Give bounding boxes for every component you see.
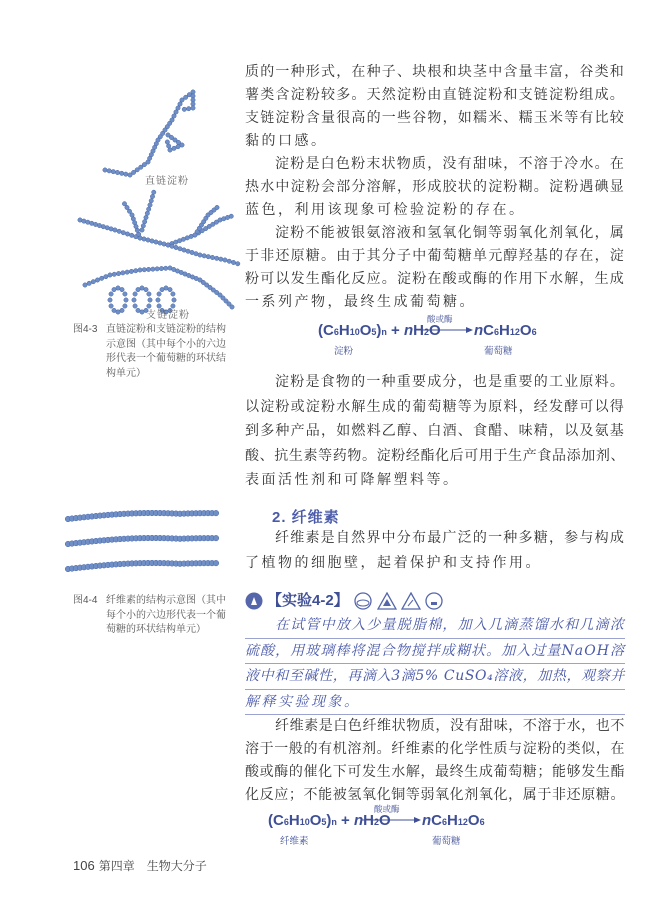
glucose-unit: [91, 279, 95, 283]
glucose-unit: [160, 287, 164, 291]
glucose-unit: [198, 253, 202, 257]
caption-line: 形代表一个葡萄糖的环状结: [106, 353, 226, 364]
chapter-title: 第四章 生物大分子: [98, 859, 207, 873]
glucose-unit: [103, 168, 107, 172]
glucose-unit: [95, 278, 99, 282]
text-line: 一系列产物，最终生成葡萄糖。: [245, 294, 476, 310]
glucose-unit: [151, 267, 155, 271]
text-line: 了植物的细胞壁，起着保护和支持作用。: [245, 554, 542, 571]
glucose-unit: [108, 273, 112, 277]
starch-text: [245, 61, 625, 314]
glucose-unit: [142, 237, 146, 241]
glucose-unit: [186, 249, 190, 253]
glucose-unit: [214, 256, 218, 260]
glucose-unit: [120, 308, 124, 312]
glucose-unit: [124, 172, 128, 176]
caution-icon: [377, 592, 397, 610]
glucose-unit: [171, 292, 175, 296]
text-line: 在试管中放入少量脱脂棉，加入几滴蒸馏水和几滴浓: [245, 613, 625, 639]
glucose-unit: [229, 214, 233, 218]
glucose-unit: [136, 287, 140, 291]
experiment-box: [245, 589, 625, 715]
glucose-unit: [152, 190, 156, 194]
glucose-unit: [116, 271, 120, 275]
glucose-unit: [148, 203, 152, 207]
page-number: 106: [73, 858, 95, 873]
text-line: 表面活性剂和可降解塑料等。: [245, 472, 460, 488]
text-line: 酸或酶的催化下可发生水解，最终生成葡萄糖；能够发生酯: [245, 764, 626, 780]
glucose-unit: [227, 259, 231, 263]
glucose-unit: [213, 535, 219, 541]
amylose-amylopectin-diagram: [60, 80, 250, 320]
glucose-unit: [155, 267, 159, 271]
corrosive-icon: [401, 592, 421, 610]
glucose-unit: [219, 257, 223, 261]
text-line: 淀粉是食物的一种重要成分，也是重要的工业原料。: [275, 374, 626, 390]
glucose-unit: [144, 287, 148, 291]
reaction-condition: 酸或酶: [427, 315, 453, 325]
glucose-unit: [174, 110, 178, 114]
glucose-unit: [210, 255, 214, 259]
glucose-unit: [178, 102, 182, 106]
reaction-condition: 酸或酶: [374, 805, 400, 815]
text-line: 质的一种形式，在种子、块根和块茎中含量丰富，谷类和: [245, 64, 625, 80]
glucose-unit: [236, 262, 240, 266]
glucose-unit: [176, 106, 180, 110]
glucose-unit: [108, 298, 112, 302]
glucose-unit: [157, 292, 161, 296]
figure-number: 图4-4: [73, 595, 98, 606]
caption-line: 萄糖的环状结构单元）: [106, 624, 206, 635]
starch-label: 淀粉: [334, 346, 354, 357]
caption-line: 每个小的六边形代表一个葡: [106, 609, 226, 621]
cellulose-properties-text: [245, 715, 625, 807]
glucose-unit: [172, 298, 176, 302]
glucose-unit: [145, 211, 149, 215]
glucose-unit: [191, 102, 195, 106]
glucose-unit: [112, 272, 116, 276]
glucose-unit: [140, 286, 144, 290]
glucose-unit: [83, 283, 87, 287]
glucose-unit: [213, 560, 219, 566]
glucose-unit: [123, 304, 127, 308]
glucose-unit: [111, 169, 115, 173]
glucose-unit: [133, 292, 137, 296]
glucose-unit: [178, 247, 182, 251]
glucose-unit: [186, 106, 190, 110]
glucose-unit: [129, 233, 133, 237]
glucose-unit: [147, 292, 151, 296]
text-line: 纤维素是白色纤维状物质，没有甜味，不溶于水，也不: [275, 718, 625, 734]
figure-number: 图4-3: [73, 324, 98, 335]
glucose-unit: [112, 308, 116, 312]
starch-uses-text: [245, 370, 625, 493]
glucose-unit: [215, 205, 219, 209]
glucose-unit: [166, 243, 170, 247]
text-line: 支链淀粉含量很高的一些谷物，如糯米、糯玉米等有比较: [245, 110, 625, 126]
glucose-unit: [125, 232, 129, 236]
glucose-unit: [112, 287, 116, 291]
text-line: 淀粉不能被银氨溶液和氢氧化铜等弱氧化剂氧化，属: [275, 225, 626, 241]
glucose-unit: [123, 292, 127, 296]
cellulose-intro-text: [245, 526, 625, 575]
text-line: 薯类含淀粉较多。天然淀粉由直链淀粉和支链淀粉组成。: [245, 87, 625, 103]
glucose-unit: [146, 238, 150, 242]
glucose-unit: [119, 171, 123, 175]
glucose-unit: [159, 266, 163, 270]
glucose-unit: [165, 140, 169, 144]
glucose-unit: [140, 310, 144, 314]
glucose-unit: [230, 305, 234, 309]
text-line: 溶于一般的有机溶剂。纤维素的化学性质与淀粉的类似，在: [245, 741, 626, 757]
glucose-unit: [172, 114, 176, 118]
text-line: 硫酸，用玻璃棒将混合物搅拌成糊状。加入过量NaOH溶: [245, 639, 625, 665]
text-line: 蓝色，利用该现象可检验淀粉的存在。: [245, 202, 526, 218]
safety-icon: [245, 592, 263, 610]
text-line: 粉可以发生酯化反应。淀粉在酸或酶的作用下水解，生成: [245, 271, 625, 287]
glucose-unit: [213, 510, 219, 516]
figure-4-3-caption: [73, 323, 253, 381]
glucose-label: 葡萄糖: [432, 836, 461, 847]
glucose-unit: [168, 287, 172, 291]
glucose-unit: [168, 148, 172, 152]
cellulose-label: 纤维素: [280, 836, 309, 847]
glucose-unit: [109, 292, 113, 296]
glucose-unit: [206, 254, 210, 258]
glucose-unit: [170, 118, 174, 122]
glucose-unit: [141, 224, 145, 228]
glucose-unit: [172, 146, 176, 150]
glucose-unit: [156, 298, 160, 302]
text-line: 以淀粉或淀粉水解生成的葡萄糖等为原料，经发酵可以得: [245, 398, 625, 415]
glucose-unit: [136, 308, 140, 312]
glucose-unit: [154, 240, 158, 244]
glucose-unit: [140, 228, 144, 232]
glucose-unit: [190, 250, 194, 254]
experiment-title: 【实验4-2】: [267, 592, 349, 609]
amylose-label: 直链淀粉: [145, 176, 189, 187]
heat-icon: [425, 592, 443, 610]
cellulose-diagram: [60, 505, 230, 580]
figure-4-4-caption: [73, 594, 253, 638]
glucose-unit: [191, 90, 195, 94]
glucose-unit: [231, 260, 235, 264]
text-line: 到多种产品，如燃料乙醇、白酒、食醋、味精，以及氨基: [245, 423, 625, 439]
glucose-unit: [142, 219, 146, 223]
glucose-unit: [223, 258, 227, 262]
glucose-unit: [138, 268, 142, 272]
glucose-unit: [146, 207, 150, 211]
glucose-unit: [150, 239, 154, 243]
glucose-unit: [194, 252, 198, 256]
glucose-unit: [115, 170, 119, 174]
glucose-unit: [202, 254, 206, 258]
glucose-unit: [182, 248, 186, 252]
glucose-unit: [191, 98, 195, 102]
glucose-unit: [164, 266, 168, 270]
glucose-unit: [142, 268, 146, 272]
glucose-unit: [117, 229, 121, 233]
glucose-unit: [144, 215, 148, 219]
goggles-icon: [353, 592, 373, 610]
text-line: 纤维素是自然界中分布最广泛的一种多糖，参与构成: [275, 530, 626, 546]
glucose-unit: [99, 276, 103, 280]
glucose-unit: [87, 281, 91, 285]
glucose-unit: [150, 194, 154, 198]
glucose-unit: [191, 94, 195, 98]
glucose-unit: [121, 271, 125, 275]
glucose-unit: [149, 199, 153, 203]
glucose-unit: [191, 106, 195, 110]
caption-line: 直链淀粉和支链淀粉的结构: [106, 324, 226, 335]
text-line: 热水中淀粉会部分溶解，形成胶状的淀粉糊。淀粉遇碘显: [245, 179, 625, 195]
amylopectin-label: 支链淀粉: [146, 310, 190, 321]
glucose-unit: [120, 287, 124, 291]
section-heading: 2. 纤维素: [272, 509, 340, 526]
text-line: 淀粉是白色粉末状物质，没有甜味，不溶于冷水。在: [275, 156, 626, 172]
glucose-unit: [129, 269, 133, 273]
glucose-unit: [176, 144, 180, 148]
glucose-unit: [116, 286, 120, 290]
text-line: 于非还原糖。由于其分子中葡萄糖单元醇羟基的存在，淀: [245, 248, 625, 264]
glucose-unit: [104, 274, 108, 278]
text-line: 液中和至碱性，再滴入3滴5% CuSO₄溶液，加热，观察并: [245, 664, 625, 690]
caption-line: 纤维素的结构示意图（其中: [106, 595, 226, 606]
glucose-unit: [121, 230, 125, 234]
glucose-unit: [174, 245, 178, 249]
glucose-unit: [182, 107, 186, 111]
text-line: 酸、抗生素等药物。淀粉经酯化后可用于生产食品添加剂、: [245, 447, 626, 464]
text-line: 解释实验现象。: [245, 690, 625, 716]
glucose-unit: [164, 286, 168, 290]
glucose-unit: [124, 298, 128, 302]
glucose-unit: [113, 228, 117, 232]
glucose-unit: [116, 310, 120, 314]
glucose-unit: [148, 298, 152, 302]
glucose-unit: [109, 304, 113, 308]
glucose-unit: [162, 242, 166, 246]
caption-line: 示意图（其中每个小的六边: [106, 338, 226, 350]
glucose-unit: [107, 169, 111, 173]
glucose-label: 葡萄糖: [484, 346, 513, 357]
glucose-unit: [122, 202, 126, 206]
glucose-unit: [133, 304, 137, 308]
glucose-unit: [134, 269, 138, 273]
text-line: 黏的口感。: [245, 133, 328, 149]
glucose-unit: [166, 144, 170, 148]
glucose-unit: [125, 270, 129, 274]
glucose-unit: [180, 143, 184, 147]
glucose-unit: [170, 244, 174, 248]
glucose-unit: [158, 241, 162, 245]
glucose-unit: [146, 267, 150, 271]
glucose-unit: [132, 298, 136, 302]
page-footer: [73, 857, 207, 874]
text-line: 化反应；不能被氢氧化铜等弱氧化剂氧化，属于非还原糖。: [245, 787, 626, 803]
caption-line: 构单元）: [106, 367, 146, 379]
